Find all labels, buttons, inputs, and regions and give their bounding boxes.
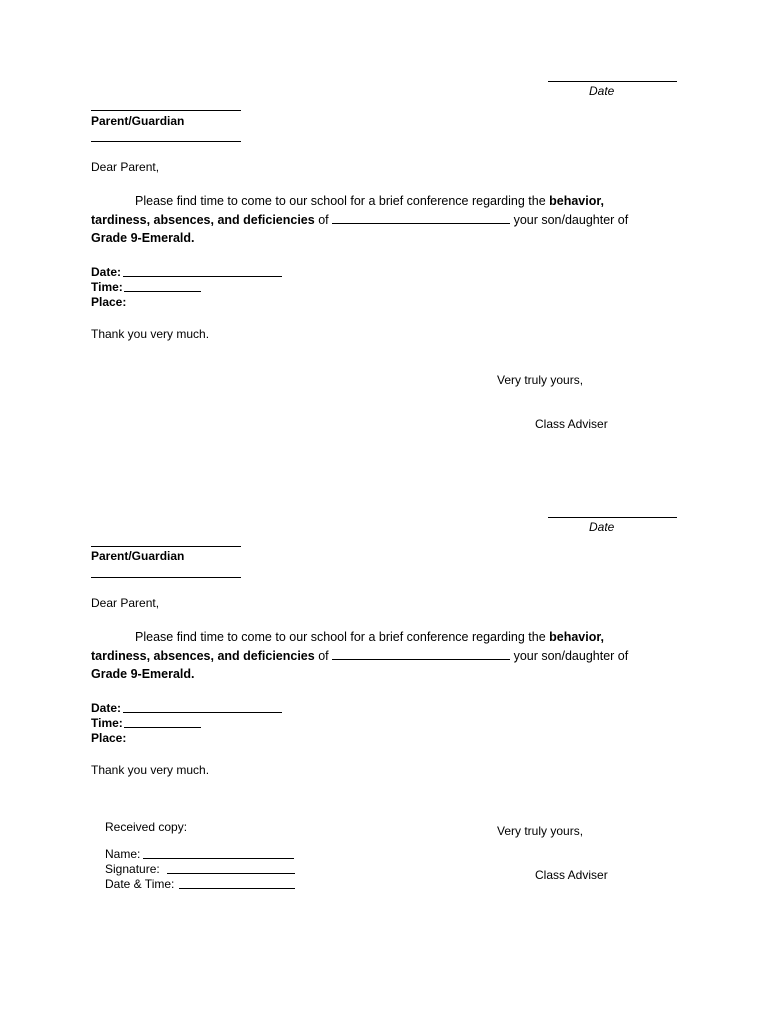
body-bold-issues: tardiness, absences, and deficiencies: [91, 648, 315, 663]
field-place-label: Place:: [91, 731, 127, 745]
body-of: of: [314, 212, 333, 227]
field-date-line: [123, 712, 282, 713]
date-line: [548, 81, 677, 82]
closing: Very truly yours,: [497, 373, 584, 387]
date-label: Date: [589, 84, 615, 98]
date-line: [548, 517, 677, 518]
receipt-datetime-label: Date & Time:: [105, 877, 175, 891]
recipient-line-top: [91, 546, 241, 547]
salutation: Dear Parent,: [91, 596, 160, 610]
date-label: Date: [589, 520, 615, 534]
thanks: Thank you very much.: [91, 763, 210, 777]
body-bold-issues: tardiness, absences, and deficiencies: [91, 212, 315, 227]
body-after-blank: your son/daughter of: [510, 648, 629, 663]
letter-body: [91, 628, 671, 684]
signatory: Class Adviser: [535, 417, 608, 431]
field-time-line: [124, 727, 201, 728]
field-time-line: [124, 291, 201, 292]
body-intro: Please find time to come to our school for a brief conference regarding the: [135, 630, 550, 644]
recipient-line-bottom: [91, 141, 241, 142]
field-time-label: Time:: [91, 280, 123, 294]
salutation: Dear Parent,: [91, 160, 160, 174]
receipt-signature-label: Signature:: [105, 862, 160, 876]
receipt-name-label: Name:: [105, 847, 141, 861]
field-date-line: [123, 276, 282, 277]
field-place-label: Place:: [91, 295, 127, 309]
receipt-name-line: [143, 858, 294, 859]
receipt-signature-line: [167, 873, 295, 874]
body-after-blank: your son/daughter of: [510, 212, 629, 227]
recipient-line-bottom: [91, 577, 241, 578]
recipient-line-top: [91, 110, 241, 111]
body-grade: Grade 9-Emerald.: [91, 231, 195, 245]
letter-body: [91, 192, 671, 248]
recipient-label: Parent/Guardian: [91, 549, 185, 563]
body-of: of: [314, 648, 333, 663]
thanks: Thank you very much.: [91, 327, 210, 341]
body-bold-behavior: behavior,: [549, 630, 605, 644]
field-time-label: Time:: [91, 716, 123, 730]
closing: Very truly yours,: [497, 824, 584, 838]
student-name-blank: [332, 211, 510, 224]
receipt-title: Received copy:: [105, 820, 188, 834]
signatory: Class Adviser: [535, 868, 608, 882]
student-name-blank: [332, 647, 510, 660]
body-grade: Grade 9-Emerald.: [91, 667, 195, 681]
body-intro: Please find time to come to our school for a brief conference regarding the: [135, 194, 550, 208]
recipient-label: Parent/Guardian: [91, 114, 185, 128]
receipt-datetime-line: [179, 888, 295, 889]
field-date-label: Date:: [91, 701, 122, 715]
field-date-label: Date:: [91, 265, 122, 279]
body-bold-behavior: behavior,: [549, 194, 605, 208]
